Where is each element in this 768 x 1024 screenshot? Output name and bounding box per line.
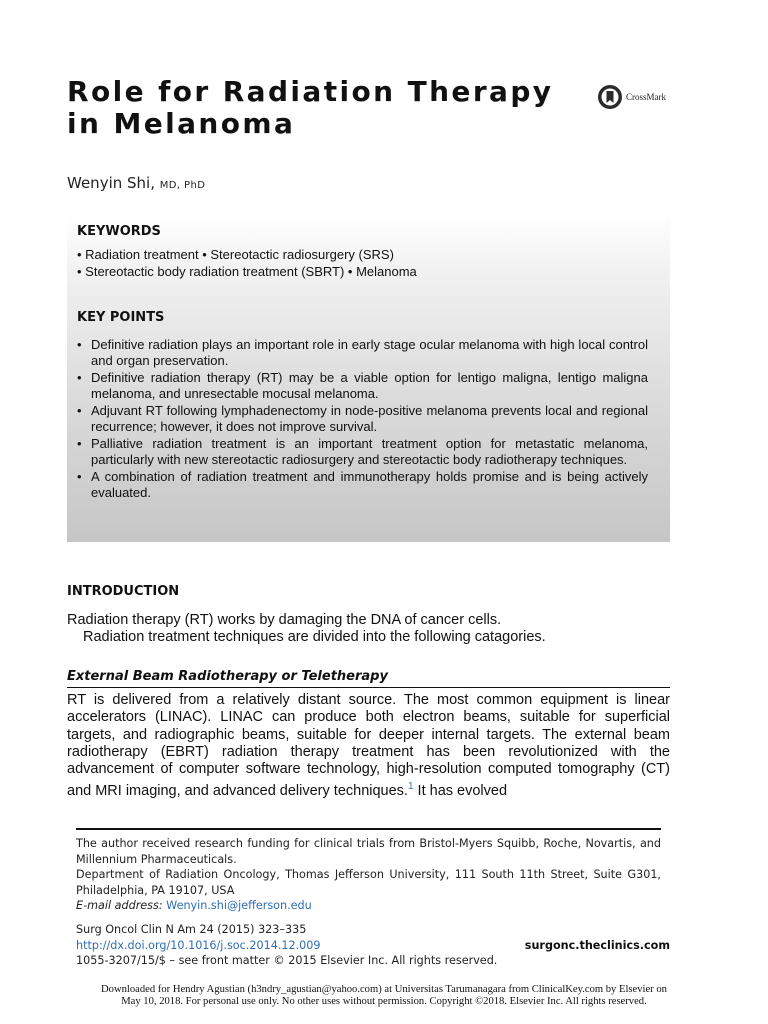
download-note-line-1: Downloaded for Hendry Agustian (h3ndry_agustian@yahoo.com) at Universitas Tarumanagara from ClinicalKey.com by Elsevier on — [101, 984, 667, 995]
key-point: • Adjuvant RT following lymphadenectomy in node-positive melanoma prevents local and regional recurrence; however, it does not improve survival. — [77, 403, 648, 434]
body-text: RT is delivered from a relatively distant source. The most common equipment is linear accelerators (LINAC). LINAC can produce both electron beams, suitable for superficial targets, and radiographic beams, suitable for deeper internal targets. The external beam radiotherapy (EBRT) radiation therapy treatment has been revolutionized with the advancement of computer software technology, high-resolution computed tomography (CT) and MRI imaging, and advanced delivery techniques. — [67, 692, 670, 800]
journal-site: surgonc.theclinics.com — [524, 938, 670, 952]
key-point: • Definitive radiation therapy (RT) may be a viable option for lentigo maligna, lentigo maligna melanoma, and unresectable mocusal melanoma. — [77, 370, 648, 401]
author-name: Wenyin Shi, — [67, 174, 155, 192]
crossmark-badge[interactable] — [597, 84, 666, 110]
email-label: E-mail address: — [76, 899, 163, 912]
crossmark-icon — [597, 84, 623, 110]
key-point: • Palliative radiation treatment is an important treatment option for metastatic melanoma, particularly with new stereotactic radiosurgery and stereotactic body radiotherapy techniques. — [77, 436, 648, 467]
reference-link[interactable]: 1 — [407, 781, 414, 793]
subsection-heading: External Beam Radiotherapy or Teletherapy — [67, 669, 670, 688]
intro-paragraph-1: Radiation therapy (RT) works by damaging the DNA of cancer cells. — [67, 612, 502, 628]
footnote-divider — [76, 828, 661, 830]
email-link[interactable]: Wenyin.shi@jefferson.edu — [166, 899, 312, 912]
key-points-heading: KEY POINTS — [77, 310, 165, 325]
journal-citation: Surg Oncol Clin N Am 24 (2015) 323–335 — [76, 923, 307, 936]
article-title — [67, 76, 567, 140]
intro-paragraph-2: Radiation treatment techniques are divided into the following catagories. — [83, 629, 546, 645]
crossmark-label: CrossMark — [626, 92, 666, 102]
affiliation: Department of Radiation Oncology, Thomas Jefferson University, 111 South 11th Street, Suite G301, Philadelphia, PA 19107, USA — [76, 868, 661, 897]
title-line-2: in Melanoma — [67, 107, 296, 140]
keyword-line-2: • Stereotactic body radiation treatment (SBRT) • Melanoma — [77, 264, 417, 279]
title-line-1: Role for Radiation Therapy — [67, 75, 554, 108]
keyword-line-1: • Radiation treatment • Stereotactic radiosurgery (SRS) — [77, 247, 394, 262]
citation-block — [76, 922, 670, 969]
doi-link[interactable]: http://dx.doi.org/10.1016/j.soc.2014.12.009 — [76, 938, 321, 952]
key-point: • A combination of radiation treatment and immunotherapy holds promise and is being actively evaluated. — [77, 469, 648, 500]
keywords-box — [67, 214, 670, 542]
body-tail: It has evolved — [413, 783, 508, 800]
author-degrees: MD, PhD — [159, 180, 206, 191]
download-note-line-2: May 10, 2018. For personal use only. No other uses without permission. Copyright ©2018. Elsevier Inc. All rights reserved. — [121, 996, 647, 1007]
key-points-list — [77, 337, 648, 502]
author-line — [67, 174, 205, 192]
keywords-heading: KEYWORDS — [77, 224, 161, 239]
introduction-heading: INTRODUCTION — [67, 584, 180, 599]
key-point: • Definitive radiation plays an important role in early stage ocular melanoma with high local control and organ preservation. — [77, 337, 648, 368]
funding-note: The author received research funding for clinical trials from Bristol-Myers Squibb, Roche, Novartis, and Millennium Pharmaceuticals. — [76, 837, 661, 866]
body-paragraph — [67, 692, 670, 801]
footnote — [76, 836, 661, 914]
copyright-line: 1055-3207/15/$ – see front matter © 2015 Elsevier Inc. All rights reserved. — [76, 954, 498, 967]
download-note — [0, 984, 768, 1008]
